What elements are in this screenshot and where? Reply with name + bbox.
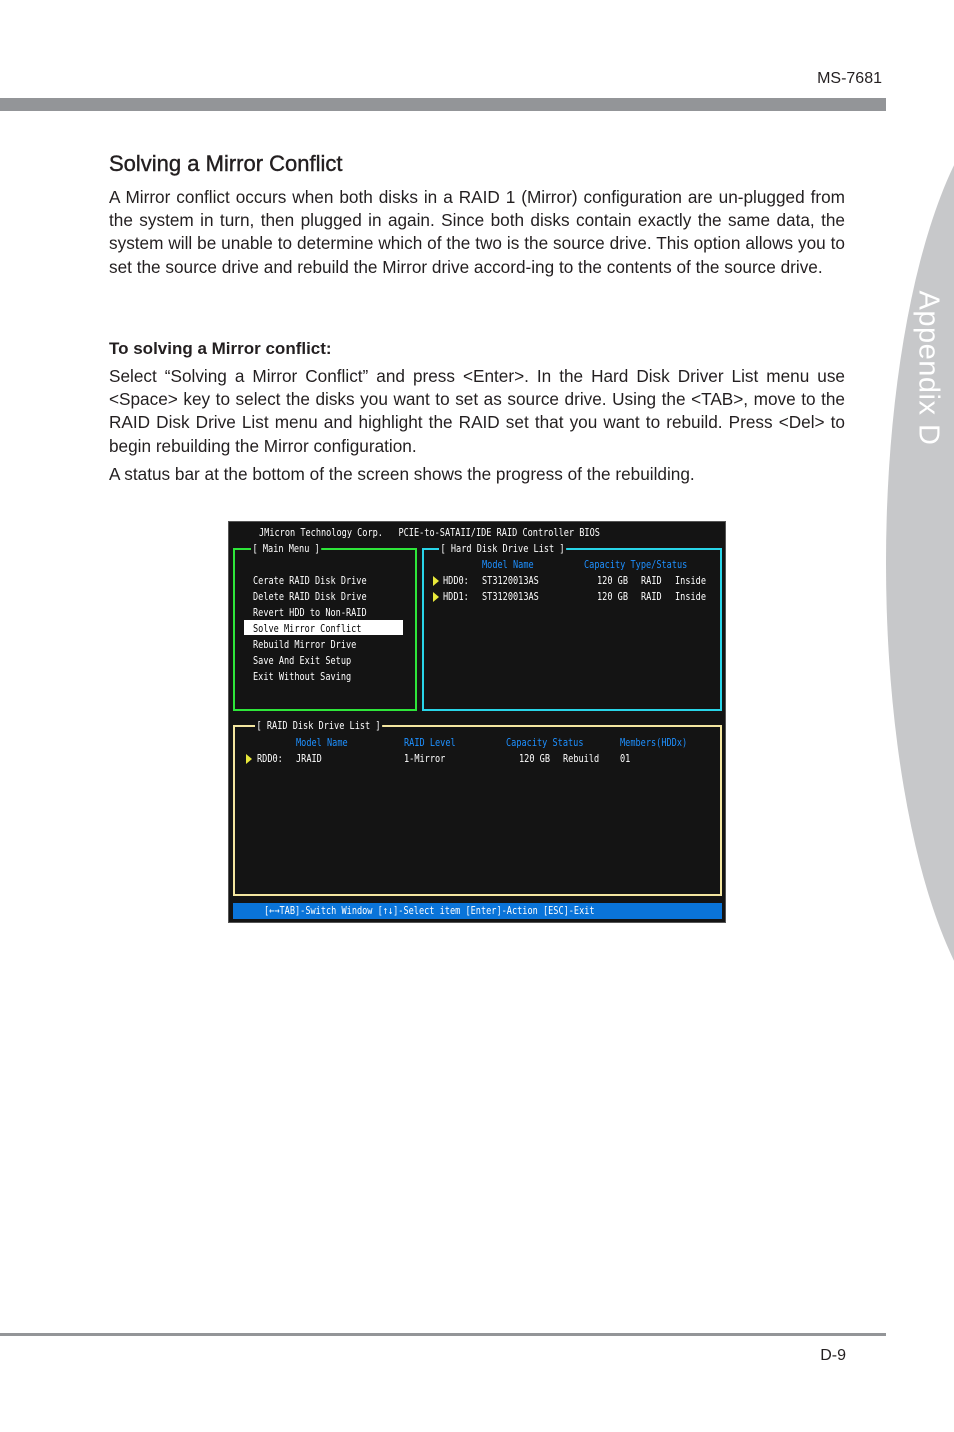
footer-divider	[0, 1333, 886, 1336]
page-number: D-9	[820, 1347, 846, 1364]
bios-screenshot	[228, 521, 726, 923]
hdd1-id[interactable]: HDD1:	[443, 590, 469, 603]
header-divider	[0, 98, 886, 111]
hdd-list-panel	[422, 548, 722, 711]
menu-item-exit-without-saving[interactable]: Exit Without Saving	[253, 670, 352, 683]
rdd0-status: Rebuild	[563, 752, 600, 765]
rdd0-id[interactable]: RDD0:	[257, 752, 283, 765]
status-note-paragraph: A status bar at the bottom of the screen shows the progress of the rebuilding.	[109, 464, 695, 484]
menu-item-revert-hdd[interactable]: Revert HDD to Non-RAID	[253, 606, 367, 619]
raid-col-members: Members(HDDx)	[620, 736, 688, 749]
hdd0-id[interactable]: HDD0:	[443, 574, 469, 587]
hdd0-model: ST3120013AS	[482, 574, 539, 587]
procedure-title: To solving a Mirror conflict:	[109, 339, 332, 358]
hdd1-arrow-icon	[433, 592, 439, 602]
rdd0-level: 1-Mirror	[404, 752, 446, 765]
bios-title: JMicron Technology Corp. PCIE-to-SATAII/IDE RAID Controller BIOS	[259, 526, 600, 539]
main-menu-label: [ Main Menu ]	[252, 542, 320, 555]
rdd0-members: 01	[620, 752, 631, 765]
rdd0-arrow-icon	[246, 754, 252, 764]
hdd1-status: Inside	[675, 590, 707, 603]
hdd1-capacity: 120 GB	[597, 590, 629, 603]
procedure-paragraph: Select “Solving a Mirror Conflict” and press <Enter>. In the Hard Disk Driver List menu use <Space> key to select the disks you want to set as source drive. Using the <TAB>, move to the RAID Disk Drive List menu and highlight the RAID set that you want to rebuild. Press <Del> to begin rebuilding the Mirror configuration.	[109, 366, 845, 456]
hdd0-type: RAID	[641, 574, 662, 587]
hdd-col-model: Model Name	[482, 558, 534, 571]
hdd0-arrow-icon	[433, 576, 439, 586]
hdd-col-capacity: Capacity Type/Status	[584, 558, 688, 571]
raid-col-level: RAID Level	[404, 736, 456, 749]
raid-list-label: [ RAID Disk Drive List ]	[256, 719, 381, 732]
menu-item-save-exit[interactable]: Save And Exit Setup	[253, 654, 352, 667]
section-title: Solving a Mirror Conflict	[109, 151, 343, 176]
bios-status-text: [←→TAB]-Switch Window [↑↓]-Select item [Enter]-Action [ESC]-Exit	[264, 904, 595, 917]
hdd1-type: RAID	[641, 590, 662, 603]
raid-col-capacity: Capacity Status	[506, 736, 584, 749]
hdd1-model: ST3120013AS	[482, 590, 539, 603]
rdd0-capacity: 120 GB	[519, 752, 551, 765]
appendix-side-tab	[886, 88, 954, 1038]
menu-item-rebuild-mirror[interactable]: Rebuild Mirror Drive	[253, 638, 357, 651]
hdd0-status: Inside	[675, 574, 707, 587]
intro-paragraph: A Mirror conflict occurs when both disks in a RAID 1 (Mirror) configuration are un-plugged from the system in turn, then plugged in again. Since both disks contain exactly the same data, the system will be unable to determine which of the two is the source drive. This option allows you to set the source drive and rebuild the Mirror drive accord-ing to the contents of the source drive.	[109, 187, 845, 277]
rdd0-model: JRAID	[296, 752, 322, 765]
hdd0-capacity: 120 GB	[597, 574, 629, 587]
menu-item-create-raid[interactable]: Cerate RAID Disk Drive	[253, 574, 367, 587]
appendix-tab-label: Appendix D	[912, 290, 945, 446]
menu-item-delete-raid[interactable]: Delete RAID Disk Drive	[253, 590, 367, 603]
hdd-list-label: [ Hard Disk Drive List ]	[440, 542, 565, 555]
raid-col-model: Model Name	[296, 736, 348, 749]
menu-item-solve-mirror-conflict[interactable]: Solve Mirror Conflict	[253, 622, 362, 635]
model-number: MS-7681	[817, 70, 882, 87]
raid-list-panel	[233, 725, 722, 896]
